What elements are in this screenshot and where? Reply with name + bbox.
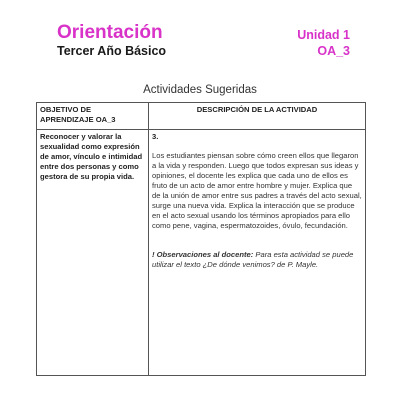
objective-column-header: OBJETIVO DE APRENDIZAJE OA_3 [37, 103, 149, 130]
page-title: Orientación [57, 22, 163, 43]
table-header-row [37, 103, 366, 130]
table-row [37, 130, 366, 376]
objective-cell: Reconocer y valorar la sexualidad como expresión de amor, vínculo e intimidad entre dos personas y como gestora de su propia vida. [37, 130, 149, 376]
observation-label: ! Observaciones al docente: [152, 250, 254, 259]
description-cell [149, 130, 366, 376]
teacher-observation [152, 250, 362, 270]
oa-label: OA_3 [317, 44, 350, 58]
page-subtitle: Tercer Año Básico [57, 44, 167, 58]
activity-text: Los estudiantes piensan sobre cómo creen ellos que llegaron a la vida y responden. Luego que todos expresan sus ideas y opiniones, el docente les explica que cada uno de ellos es fruto de un acto de amor entre hombre y mujer. Explica que de la unión de amor entre sus padres a través del acto sexual, surge una nueva vida. Explica la interacción que se produce en el acto sexual usando los términos apropiados para ello como pene, vagina, espermatozoides, óvulo, fecundación. [152, 151, 362, 230]
unit-label: Unidad 1 [297, 28, 350, 42]
description-column-header: DESCRIPCIÓN DE LA ACTIVIDAD [149, 103, 366, 130]
observation-text: Para esta actividad se puede utilizar el texto ¿De dónde venimos? de P. Mayle. [152, 250, 354, 269]
section-heading: Actividades Sugeridas [143, 84, 257, 96]
activities-table [36, 102, 366, 376]
activity-number: 3. [152, 132, 159, 141]
